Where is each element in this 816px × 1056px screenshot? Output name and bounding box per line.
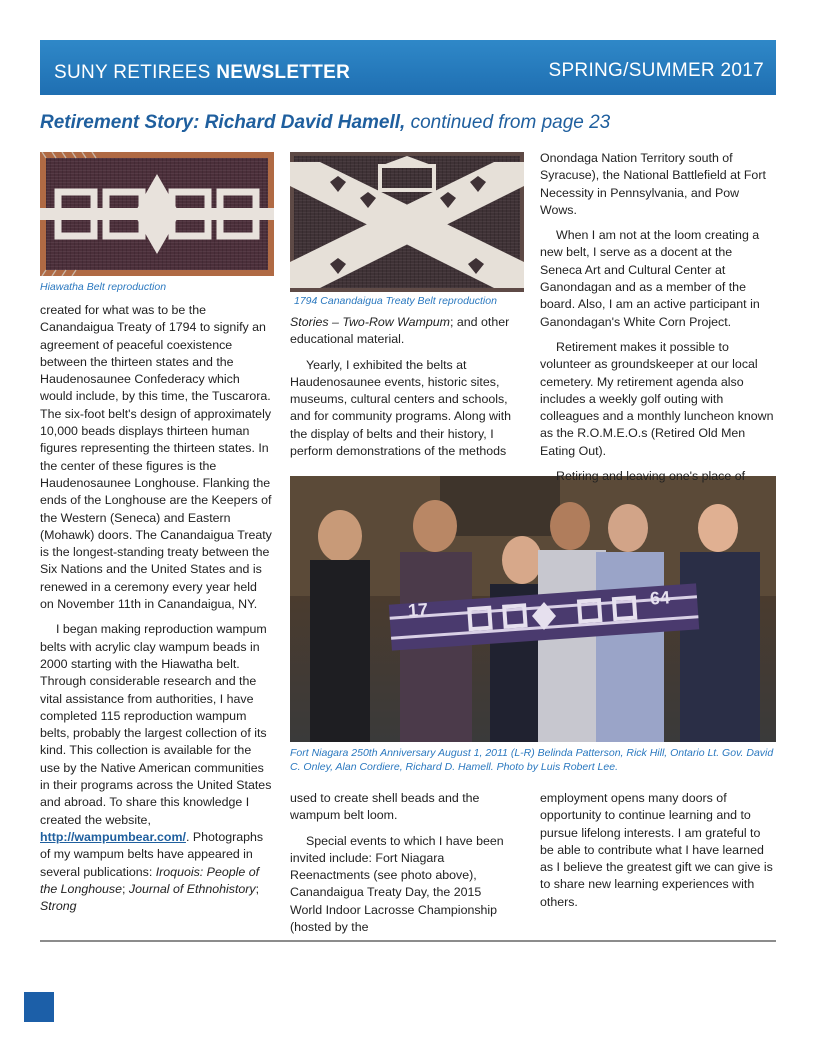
col3-paragraph-3: Retirement makes it possible to volunteer as groundskeeper at our local cemetery. My retirement agenda also includes a weekly golf outing with colleagues and a monthly luncheon known as the R.O.M.E.O.s (Retired Old Men Eating Out). — [540, 339, 774, 458]
fort-niagara-photo — [290, 476, 776, 742]
canandaigua-caption: 1794 Canandaigua Treaty Belt reproduction — [294, 295, 497, 307]
issue-date: SPRING/SUMMER 2017 — [548, 60, 764, 81]
footer-divider — [40, 940, 776, 942]
col2-paragraph-4: Special events to which I have been invited include: Fort Niagara Reenactments (see photo above), Canandaigua Treaty Day, the 2015 World Indoor Lacrosse Championship (hosted by the — [290, 833, 504, 935]
page-marker — [24, 992, 54, 1022]
article-title: Retirement Story: Richard David Hamell, continued from page 23 — [40, 112, 611, 133]
website-link[interactable]: http://wampumbear.com/ — [40, 829, 186, 844]
hiawatha-belt-image — [40, 152, 274, 276]
col3-paragraph-5: employment opens many doors of opportunity to continue learning and to pursue lifelong interests. I am grateful to be able to contribute what I have learned as I believe the greatest gift we can give is to share new learning experiences with others. — [540, 791, 773, 909]
col2-paragraph-2: Yearly, I exhibited the belts at Haudenosaunee events, historic sites, museums, cultural centers and schools, and for community programs. Along with the display of belts and their history, I perform demonstrations of the methods — [290, 357, 512, 459]
column-3-lower — [540, 790, 776, 919]
column-3-upper — [540, 150, 776, 493]
newsletter-name: SUNY RETIREES NEWSLETTER — [54, 62, 351, 83]
canandaigua-belt-image — [290, 152, 524, 292]
col3-paragraph-2: When I am not at the loom creating a new belt, I serve as a docent at the Seneca Art and Cultural Center at Ganondagan and as a member of the board. Also, I am an active participant in Ganondagan's White Corn Project. — [540, 228, 760, 329]
col1-paragraph-1: created for what was to be the Canandaigua Treaty of 1794 to signify an agreement of peaceful coexistence between the thirteen states and the Haudenosaunee Confederacy which would include, by this time, the Tuscarora. The six-foot belt's design of approximately 10,000 beads displays thirteen human figures representing the thirteen states. In the center of these figures is the Haudenosaunee Longhouse. Flanking the ends of the Longhouse are the Keepers of the Western (Seneca) and Eastern (Mohawk) doors. The Canandaigua Treaty is the longest-standing treaty between the Six Nations and the United States and is renewed in a ceremony every year held on November 11th in Canandaigua, NY. — [40, 303, 272, 612]
banner-number-right: 64 — [649, 587, 671, 609]
col2-paragraph-3: used to create shell beads and the wampum belt loom. — [290, 791, 480, 823]
col3-paragraph-4: Retiring and leaving one's place of — [556, 469, 746, 484]
column-1 — [40, 302, 272, 923]
column-2-lower — [290, 790, 516, 944]
col1-paragraph-2: I began making reproduction wampum belts with acrylic clay wampum beads in 2000 starting with the Hiawatha belt. Through considerable research and the vital assistance from authorities, I have completed 115 reproduction wampum belts, probably the largest collection of its kind. This collection is available for the use by the Native American communities in their programs across the United States and abroad. To share this knowledge I created the website, http://wampumbear.com/. Photographs of my wampum belts have appeared in several publications: Iroquois: People of the Longhouse; Journal of Ethnohistory; Strong — [40, 622, 272, 914]
banner-number-left: 17 — [407, 599, 429, 621]
newsletter-header — [40, 40, 776, 95]
column-2-upper — [290, 314, 516, 468]
hiawatha-caption: Hiawatha Belt reproduction — [40, 281, 167, 293]
col3-paragraph-1: Onondaga Nation Territory south of Syracuse), the National Battlefield at Fort Necessity in Pennsylvania, and Pow Wows. — [540, 151, 766, 217]
photo-caption: Fort Niagara 250th Anniversary August 1, 2011 (L-R) Belinda Patterson, Rick Hill, Ontario Lt. Gov. David C. Onley, Alan Cordiere, Richard D. Hamell. Photo by Luis Robert Lee. — [290, 747, 774, 773]
col2-paragraph-1: Stories – Two-Row Wampum; and other educational material. — [290, 315, 510, 347]
